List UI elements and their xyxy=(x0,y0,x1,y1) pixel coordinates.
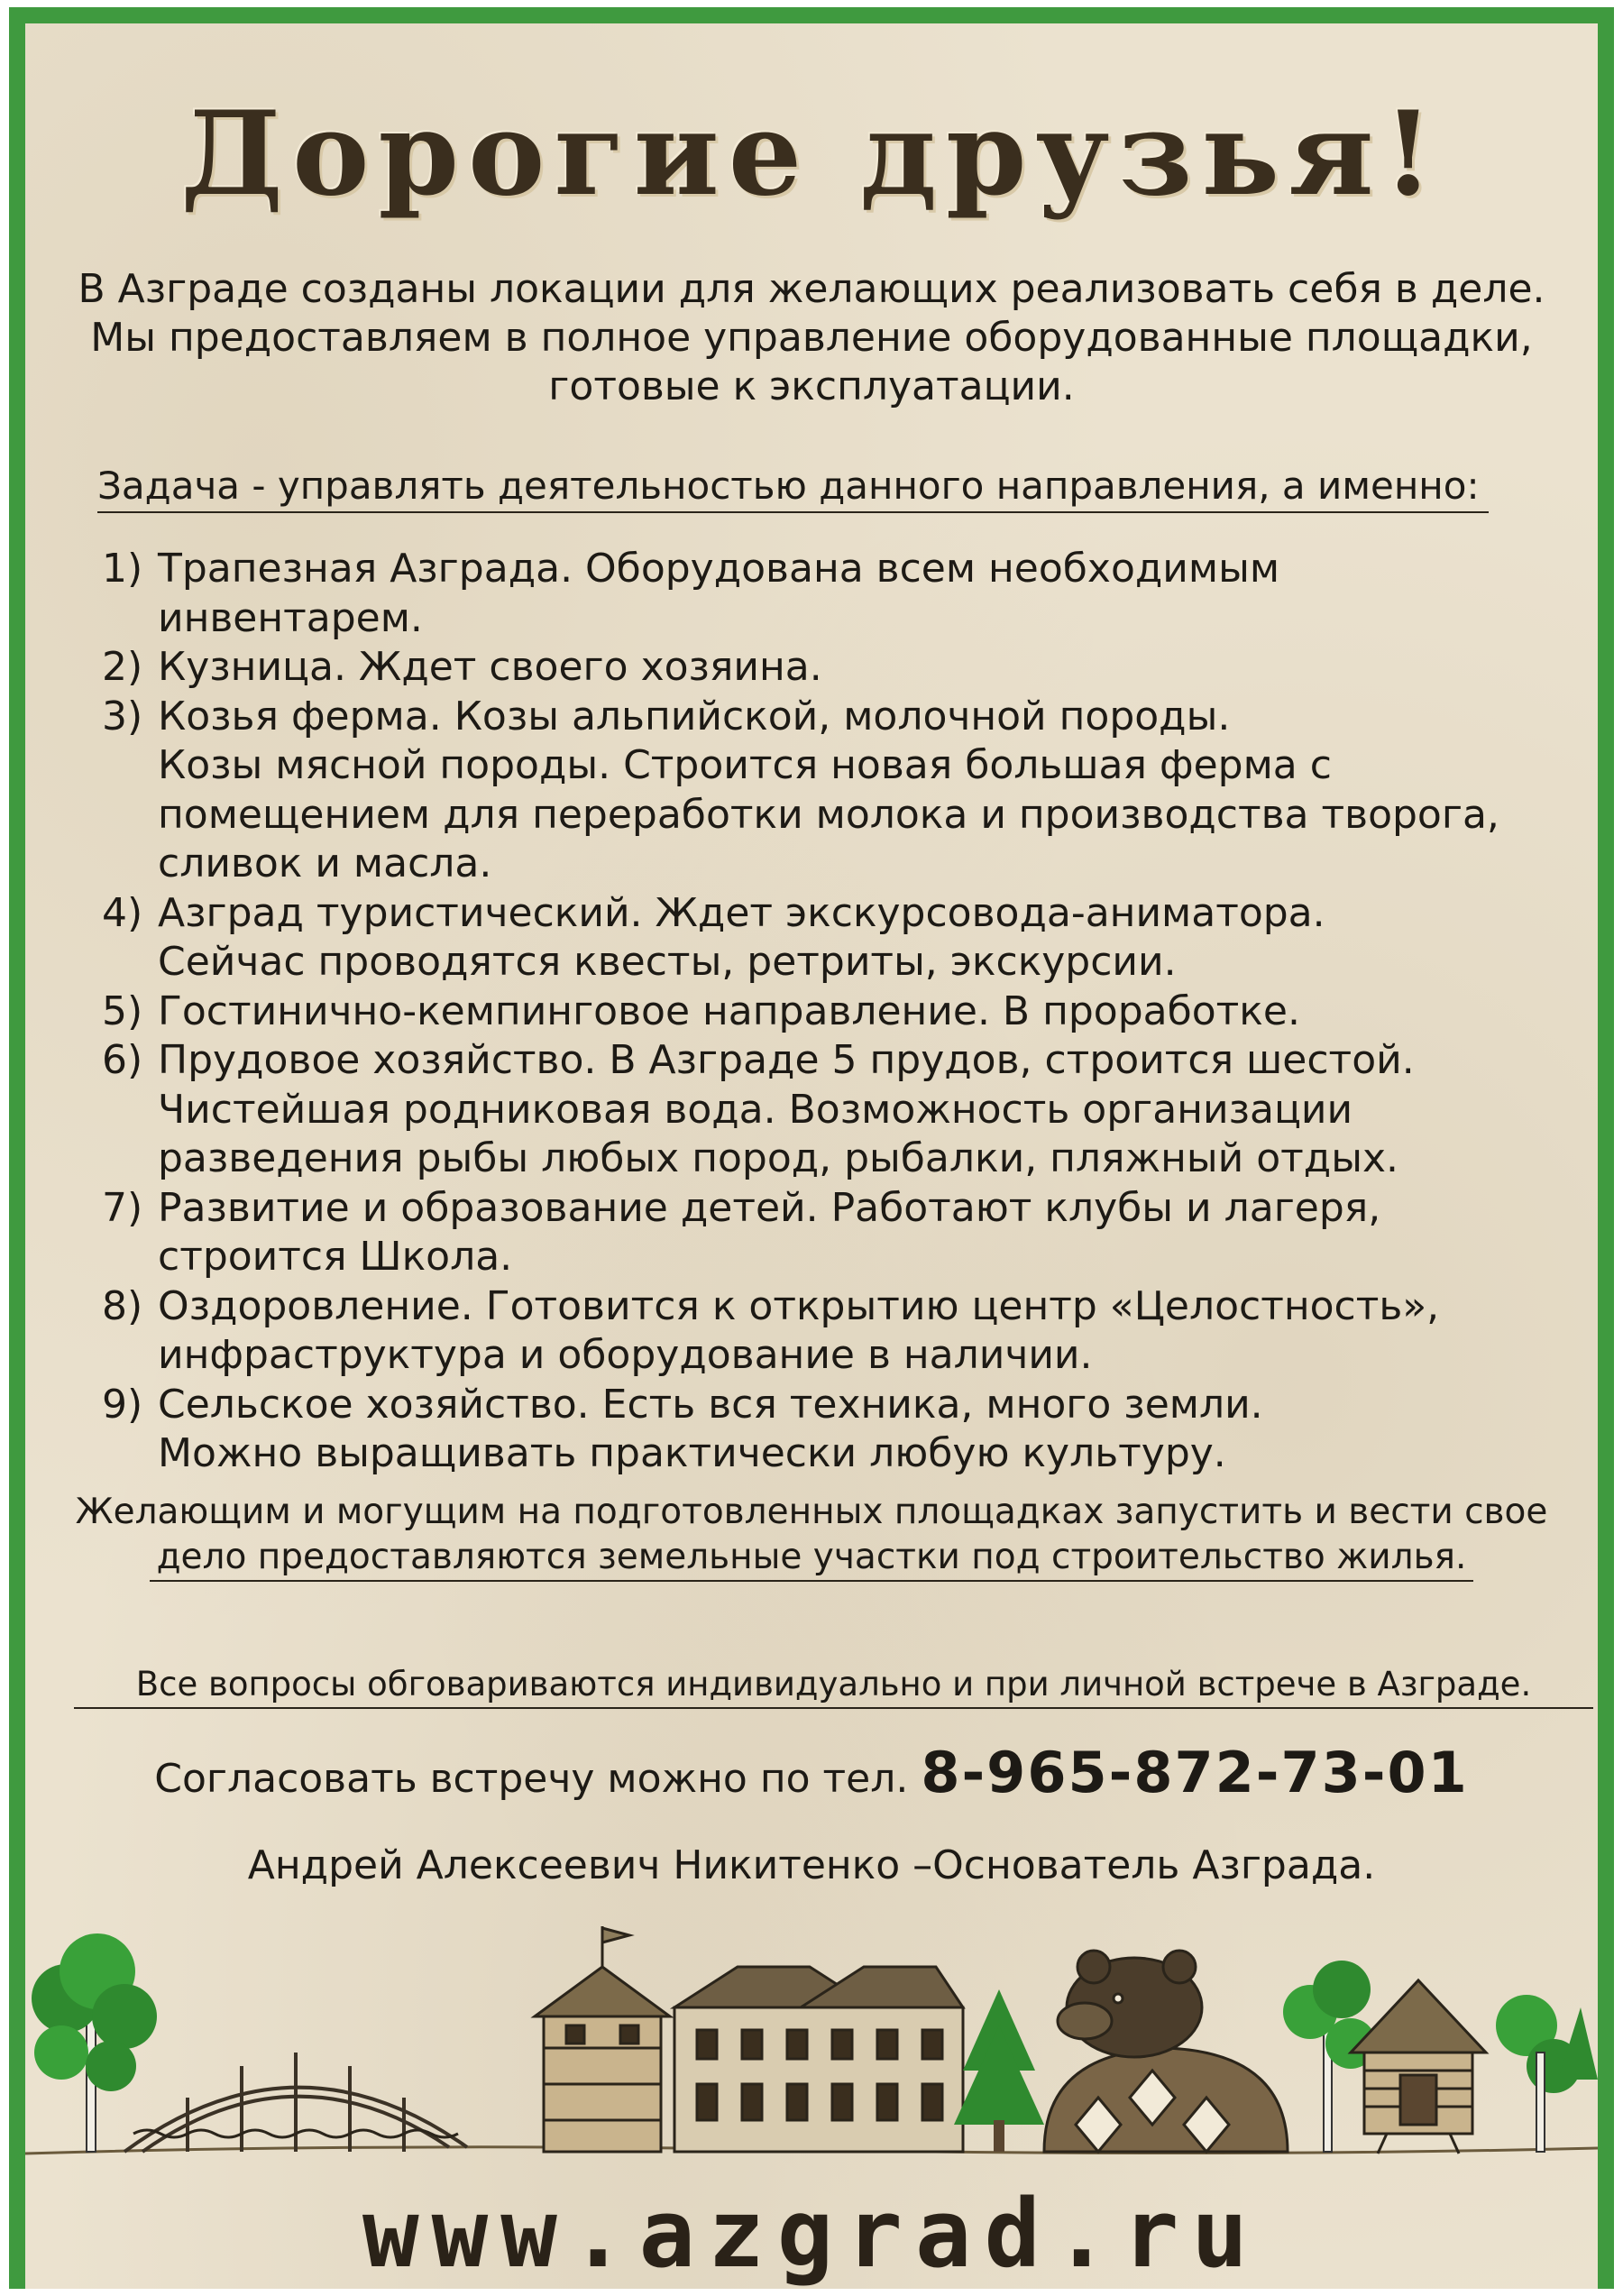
item-line: Кузница. Ждет своего хозяина. xyxy=(158,644,822,690)
contact-line xyxy=(25,1741,1598,1811)
fir-tree-icon xyxy=(1496,1995,1598,2152)
offer-text xyxy=(61,1490,1562,1582)
list-item xyxy=(102,643,1544,693)
item-line: Прудовое хозяйство. В Азграде 5 прудов, строится шестой. xyxy=(158,1037,1415,1083)
intro-line: Мы предоставляем в полное управление оборудованные площадки, xyxy=(90,315,1533,361)
list-item xyxy=(102,987,1544,1037)
item-number: 9) xyxy=(102,1381,143,1428)
birch-tree-icon xyxy=(32,1933,157,2152)
founder-signature: Андрей Алексеевич Никитенко –Основатель Азграда. xyxy=(247,1842,1376,1888)
manor-icon xyxy=(674,1967,963,2152)
item-line: Сейчас проводятся квесты, ретриты, экскурсии. xyxy=(158,939,1177,985)
item-number: 7) xyxy=(102,1184,143,1231)
item-line: сливок и масла. xyxy=(158,840,492,886)
website-link[interactable]: www.azgrad.ru xyxy=(362,2179,1261,2289)
item-line: Гостинично-кемпинговое направление. В проработке. xyxy=(158,987,1300,1034)
list-item xyxy=(102,1381,1544,1479)
item-line: Трапезная Азграда. Оборудована всем необходимым инвентарем. xyxy=(158,546,1280,641)
intro-text xyxy=(61,265,1562,411)
intro-line: готовые к эксплуатации. xyxy=(548,363,1075,409)
item-number: 6) xyxy=(102,1037,143,1083)
item-line: Можно выращивать практически любую культуру. xyxy=(158,1430,1226,1476)
item-line: разведения рыбы любых пород, рыбалки, пляжный отдых. xyxy=(158,1135,1398,1181)
item-line: Чистейшая родниковая вода. Возможность организации xyxy=(158,1086,1353,1133)
offer-line: Желающим и могущим на подготовленных площадках запустить и вести свое xyxy=(75,1492,1548,1532)
item-line: Сельское хозяйство. Есть вся техника, много земли. xyxy=(158,1381,1263,1428)
item-line: Козы мясной породы. Строится новая большая ферма с xyxy=(158,742,1332,788)
directions-list xyxy=(102,545,1544,1479)
item-number: 8) xyxy=(102,1282,143,1329)
list-item xyxy=(102,1036,1544,1184)
item-line: Развитие и образование детей. Работают клубы и лагеря, xyxy=(158,1184,1381,1231)
contact-label: Согласовать встречу можно по тел. xyxy=(154,1756,909,1802)
item-line: Азград туристический. Ждет экскурсовода-аниматора. xyxy=(158,889,1325,936)
bear-dome-icon xyxy=(1044,1951,1288,2152)
list-item xyxy=(102,693,1544,889)
village-illustration xyxy=(25,1917,1598,2161)
bridge-icon xyxy=(124,2053,467,2152)
item-line: инфраструктура и оборудование в наличии. xyxy=(158,1332,1093,1378)
phone-number[interactable]: 8-965-872-73-01 xyxy=(921,1740,1469,1805)
item-number: 3) xyxy=(102,693,143,739)
list-item xyxy=(102,889,1544,987)
item-line: Оздоровление. Готовится к открытию центр «Целостность», xyxy=(158,1282,1440,1329)
offer-line: дело предоставляются земельные участки под строительство жилья. xyxy=(150,1535,1474,1582)
item-number: 1) xyxy=(102,546,143,592)
list-item xyxy=(102,1184,1544,1282)
birch-tree-icon xyxy=(1283,1961,1376,2152)
item-line: Козья ферма. Козы альпийской, молочной породы. xyxy=(158,693,1231,739)
intro-line: В Азграде созданы локации для желающих реализовать себя в деле. xyxy=(78,266,1545,312)
item-line: строится Школа. xyxy=(158,1234,513,1280)
list-item xyxy=(102,545,1544,643)
item-number: 5) xyxy=(102,987,143,1034)
fir-tree-icon xyxy=(954,1989,1044,2152)
list-item xyxy=(102,1282,1544,1381)
hut-icon xyxy=(1351,1980,1486,2154)
task-heading: Задача - управлять деятельностью данного направления, а именно: xyxy=(97,461,1489,513)
page-title: Дорогие друзья! xyxy=(180,87,1443,222)
tower-icon xyxy=(535,1926,670,2152)
item-line: помещением для переработки молока и производства творога, xyxy=(158,791,1499,838)
questions-note: Все вопросы обговариваются индивидуально и при личной встрече в Азграде. xyxy=(74,1662,1593,1709)
item-number: 4) xyxy=(102,889,143,936)
item-number: 2) xyxy=(102,644,143,690)
poster xyxy=(9,7,1614,2289)
